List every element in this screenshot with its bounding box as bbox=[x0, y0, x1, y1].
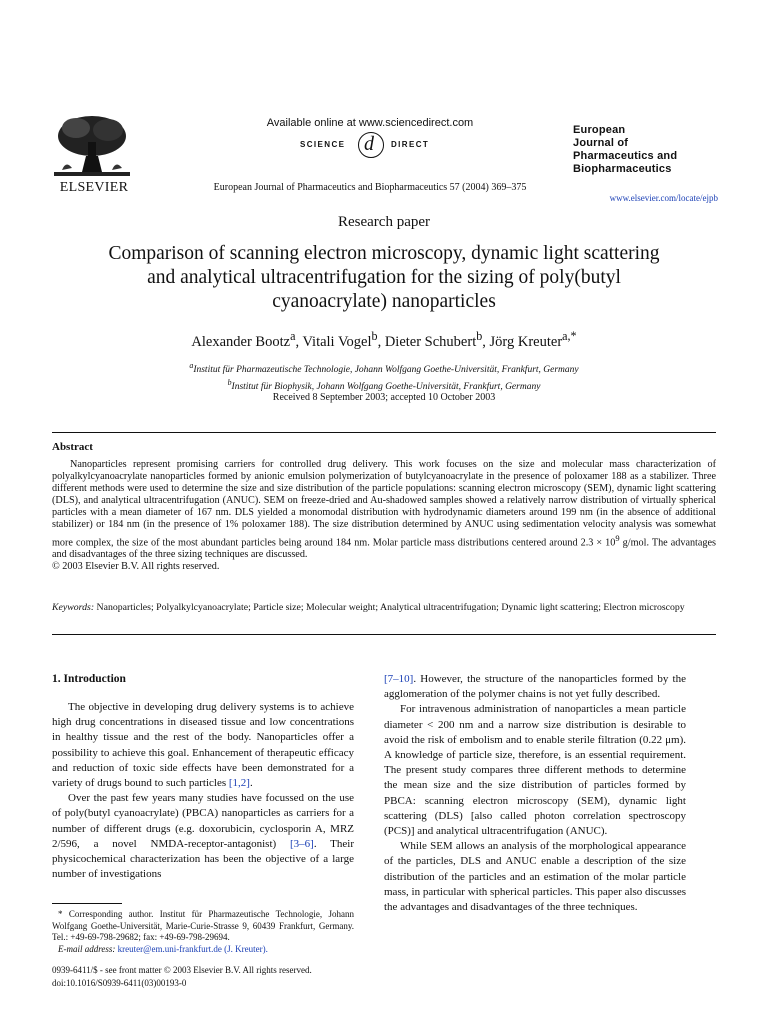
sciencedirect-logo bbox=[300, 132, 440, 158]
author-affil-sup: a,* bbox=[562, 329, 577, 343]
abstract-text: Nanoparticles represent promising carriers for controlled drug delivery. This work focuses on the size and molecular mass characterization of polyalkylcyanoacrylate nanoparticles formed by anionic emulsion polymerization of butylcyanoacrylate in the presence of poloxamer 188 as a stabilizer. Three different methods were used to determine the size and size distribution of the particle populations: scanning electron microscopy (SEM), dynamic light scattering (DLS), and analytical ultracentrifugation (ANUC). SEM on freeze-dried and Au-shadowed samples showed a relatively narrow distribution of virtually spherical particles with a mean diameter of 167 nm. DLS yielded a monomodal distribution with hydrodynamic diameters around 199 nm (in the absence of additional stabilizer) or 184 nm (in the presence of 1% poloxamer 188). The size distribution determined by ANUC using sedimentation velocity analysis was somewhat more complex, the size of the most abundant particles being around 184 nm. Molar particle mass distributions centered around $2.3 \times 10^9$ g/mol. The advantages and disadvantages of the three sizing techniques are discussed. bbox=[52, 459, 716, 561]
intro-paragraph: For intravenous administration of nanoparticles a mean particle diameter < 200 nm and a narrow size distribution is desirable to avoid the risk of embolism and to enable sterile filtration (0.22 μm). A knowledge of particle size, therefore, is an essential requirement. The present study compares three different methods to determine the mean size and the size distribution of particles formed by PBCA: scanning electron microscopy (SEM), dynamic light scattering (DLS) [also called photon correlation spectroscopy (PCS)] and analytical ultracentrifugation (ANUC). bbox=[384, 703, 686, 838]
author-name: Jörg Kreuter bbox=[489, 333, 563, 350]
footnote-text: * Corresponding author. Institut für Pharmazeutische Technologie, Johann Wolfgang Goethe-Universität, Marie-Curie-Strasse 9, 60439 Frankfurt, Germany. Tel.: +49-69-798-29682; fax: +49-69-798-29694. bbox=[52, 909, 355, 943]
title-line: cyanoacrylate) nanoparticles bbox=[272, 291, 496, 312]
affiliations bbox=[80, 360, 688, 393]
affiliation: $^b$Institut für Biophysik, Johann Wolfgang Goethe-Universität, Frankfurt, Germany bbox=[227, 377, 541, 392]
divider-bottom bbox=[52, 634, 716, 635]
citation-link[interactable]: [7–10] bbox=[384, 673, 414, 685]
sd-logo-circle-icon: d bbox=[358, 132, 384, 158]
affiliation: $^a$Institut für Pharmazeutische Technologie, Johann Wolfgang Goethe-Universität, Frankfurt, Germany bbox=[189, 361, 579, 376]
footnote-email: E-mail address: kreuter@em.uni-frankfurt.de (J. Kreuter). bbox=[58, 943, 268, 954]
page-footer bbox=[52, 964, 382, 989]
intro-paragraph: [7–10]. However, the structure of the nanoparticles formed by the agglomeration of the polymer chains is not yet fully described. bbox=[384, 673, 686, 701]
author-affil-sup: a bbox=[290, 329, 296, 343]
keywords-list: Nanoparticles; Polyalkylcyanoacrylate; Particle size; Molecular weight; Analytical ultracentrifugation; Dynamic light scattering; Electron microscopy bbox=[96, 602, 685, 613]
issn-line: 0939-6411/$ - see front matter © 2003 Elsevier B.V. All rights reserved. bbox=[52, 965, 312, 975]
sd-logo-word-direct: DIRECT bbox=[391, 140, 430, 149]
author-affil-sup: b bbox=[371, 329, 378, 343]
journal-logo-line: Biopharmaceutics bbox=[573, 163, 672, 175]
paper-type: Research paper bbox=[337, 214, 431, 230]
title-line: and analytical ultracentrifugation for the sizing of poly(butyl bbox=[147, 267, 621, 288]
author-name: Vitali Vogel bbox=[302, 333, 372, 350]
intro-paragraph: The objective in developing drug delivery systems is to achieve high drug concentrations in diseased tissue and low concentrations in healthy tissue and the rest of the body. Nanoparticles offer a possibility to achieve this goal. Enhancement of therapeutic efficacy and reduction of toxic side effects have been demonstrated for a variety of drugs bound to such particles [1,2]. bbox=[52, 701, 354, 790]
citation-link[interactable]: [3–6] bbox=[289, 837, 314, 850]
abstract-copyright: © 2003 Elsevier B.V. All rights reserved. bbox=[52, 561, 220, 573]
section-heading-introduction: 1. Introduction bbox=[52, 673, 126, 685]
keywords bbox=[52, 602, 716, 614]
citation-link[interactable]: [1,2] bbox=[228, 777, 250, 790]
author-list: Alexander Bootz$^a$, Vitali Vogel$^b$, Dieter Schubert$^b$, Jörg Kreuter$^{a,*}$ bbox=[191, 329, 577, 350]
body-column-right bbox=[384, 672, 686, 915]
author-name: Dieter Schubert bbox=[384, 333, 477, 350]
available-online-text[interactable]: Available online at www.sciencedirect.com bbox=[266, 117, 474, 129]
sd-logo-word-science: SCIENCE bbox=[300, 140, 346, 149]
paper-title bbox=[50, 242, 718, 314]
author-name: Alexander Bootz bbox=[191, 333, 291, 350]
doi-line: doi:10.1016/S0939-6411(03)00193-0 bbox=[52, 977, 187, 988]
abstract-body bbox=[52, 459, 716, 573]
title-line: Comparison of scanning electron microscopy, dynamic light scattering bbox=[108, 243, 660, 264]
keywords-label: Keywords: bbox=[52, 602, 95, 613]
corresponding-author-footnote bbox=[52, 909, 354, 955]
email-link[interactable]: kreuter@em.uni-frankfurt.de (J. Kreuter). bbox=[117, 943, 268, 954]
journal-logo bbox=[573, 124, 703, 176]
journal-logo-line: Journal of bbox=[573, 137, 629, 149]
author-affil-sup: b bbox=[476, 329, 483, 343]
body-column-left bbox=[52, 700, 354, 882]
journal-url-link[interactable]: www.elsevier.com/locate/ejpb bbox=[609, 193, 718, 203]
received-accepted-dates: Received 8 September 2003; accepted 10 October 2003 bbox=[272, 392, 496, 403]
footnote-rule bbox=[52, 903, 122, 904]
abstract-heading: Abstract bbox=[52, 441, 93, 453]
publisher-name: ELSEVIER bbox=[59, 180, 129, 195]
divider-top bbox=[52, 432, 716, 433]
journal-citation: European Journal of Pharmaceutics and Biopharmaceutics 57 (2004) 369–375 bbox=[213, 182, 527, 193]
intro-paragraph: Over the past few years many studies have focussed on the use of poly(butyl cyanoacrylate) (PBCA) nanoparticles as carriers for a number of different drugs (e.g. doxorubicin, cyclosporin A, MRZ 2/596, a novel NMDA-receptor-antagonist) [3–6]. Their physicochemical characterization has been the objective of a large number of investigations bbox=[52, 792, 354, 881]
journal-logo-line: Pharmaceutics and bbox=[573, 150, 678, 162]
intro-paragraph: While SEM allows an analysis of the morphological appearance of the particles, DLS and ANUC enable a description of the size distribution of the particles and an estimation of the molar particle mass, in particular with spherical particles. This paper also discusses the advantages and disadvantages of the three techniques. bbox=[384, 840, 686, 914]
journal-logo-line: European bbox=[573, 124, 626, 136]
